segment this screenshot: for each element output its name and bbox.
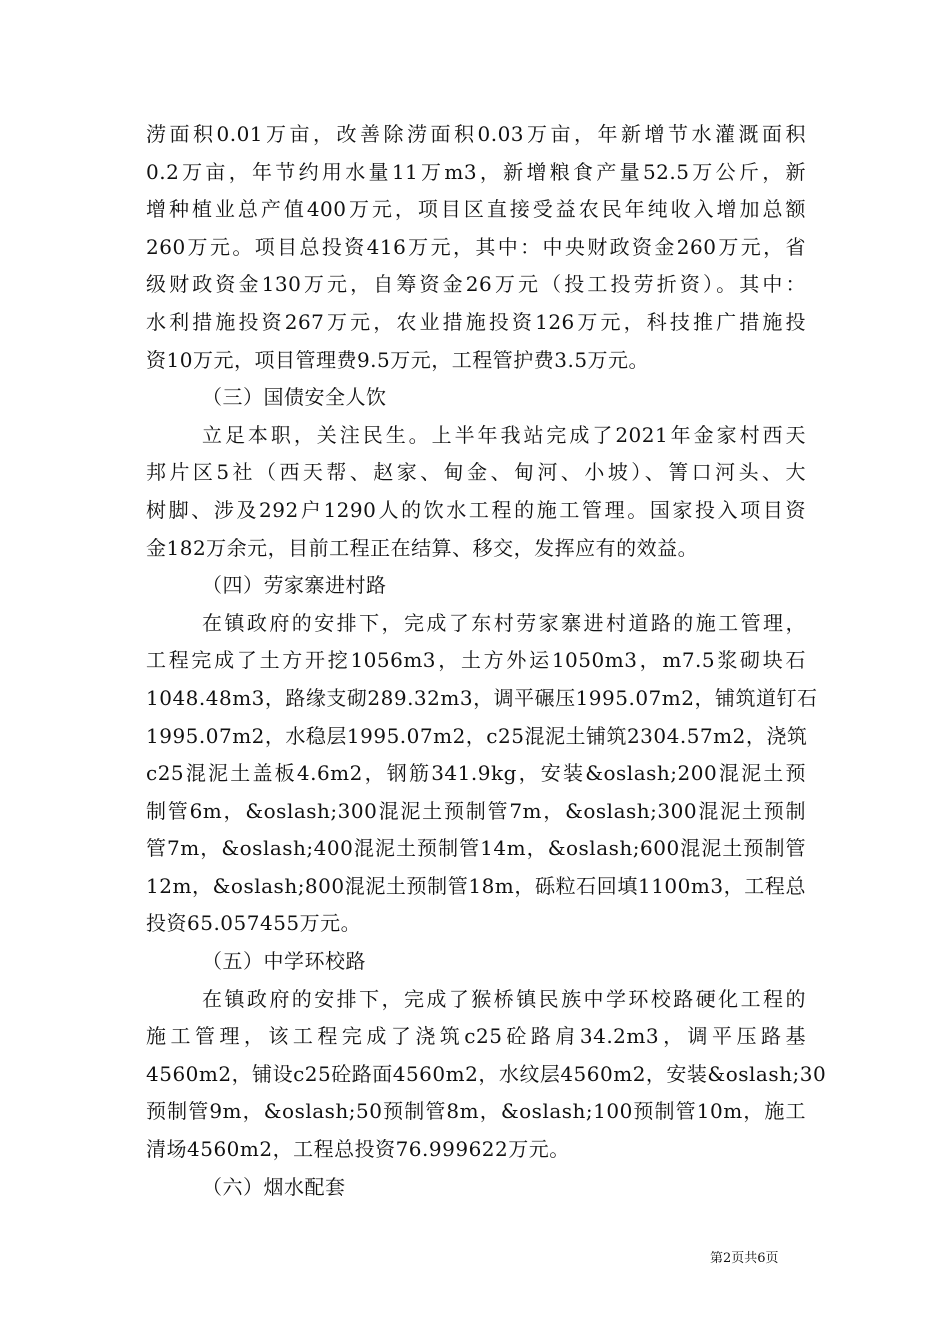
document-page xyxy=(146,116,827,1206)
text-line: 投资65.057455万元。 xyxy=(146,911,362,936)
paragraph-school-road xyxy=(146,981,827,1169)
text-line: 水利措施投资267万元，农业措施投资126万元，科技推广措施投 xyxy=(146,309,806,334)
text-line: 清场4560m2，工程总投资76.999622万元。 xyxy=(146,1137,570,1162)
text-line: 12m，&oslash;800混泥土预制管18m，砾粒石回填1100m3，工程总 xyxy=(146,873,806,898)
section-heading-village-road: （四）劳家寨进村路 xyxy=(202,573,387,598)
text-line: 4560m2，铺设c25砼路面4560m2，水纹层4560m2，安装&oslash;30 xyxy=(146,1061,827,1086)
text-line: 在镇政府的安排下，完成了东村劳家寨进村道路的施工管理， xyxy=(202,610,806,635)
text-line: 预制管9m，&oslash;50预制管8m，&oslash;100预制管10m，施工 xyxy=(146,1099,806,1124)
text-line: 工程完成了土方开挖1056m3，土方外运1050m3，m7.5浆砌块石 xyxy=(146,648,806,673)
section-heading-school-road: （五）中学环校路 xyxy=(202,949,366,974)
text-line: 施工管理，该工程完成了浇筑c25砼路肩34.2m3，调平压路基 xyxy=(146,1024,806,1049)
text-line: 0.2万亩，年节约用水量11万m3，新增粮食产量52.5万公斤，新 xyxy=(146,159,806,184)
paragraph-village-road xyxy=(146,605,818,943)
text-line: c25混泥土盖板4.6m2，钢筋341.9kg，安装&oslash;200混泥土预 xyxy=(146,761,806,786)
text-line: 级财政资金130万元，自筹资金26万元（投工投劳折资）。其中： xyxy=(146,272,806,297)
text-line: 260万元。项目总投资416万元，其中：中央财政资金260万元，省 xyxy=(146,234,806,259)
text-line: 邦片区5社（西天帮、赵家、甸金、甸河、小坡）、箐口河头、大 xyxy=(146,460,806,485)
text-line: 1995.07m2，水稳层1995.07m2，c25混泥土铺筑2304.57m2，浇筑 xyxy=(146,723,808,748)
text-line: 管7m，&oslash;400混泥土预制管14m，&oslash;600混泥土预制管 xyxy=(146,836,806,861)
text-line: 金182万余元，目前工程正在结算、移交，发挥应有的效益。 xyxy=(146,535,699,560)
paragraph-drinking-water xyxy=(146,417,806,567)
section-heading-tobacco-water: （六）烟水配套 xyxy=(202,1174,346,1199)
section-heading-drinking-water: （三）国债安全人饮 xyxy=(202,385,387,410)
text-line: 在镇政府的安排下，完成了猴桥镇民族中学环校路硬化工程的 xyxy=(202,986,806,1011)
text-line: 涝面积0.01万亩，改善除涝面积0.03万亩，年新增节水灌溉面积 xyxy=(146,122,806,146)
text-line: 1048.48m3，路缘支砌289.32m3，调平碾压1995.07m2，铺筑道钉石 xyxy=(146,685,818,710)
text-line: 制管6m，&oslash;300混泥土预制管7m，&oslash;300混泥土预制 xyxy=(146,798,806,823)
text-line: 树脚、涉及292户1290人的饮水工程的施工管理。国家投入项目资 xyxy=(146,497,806,522)
text-line: 增种植业总产值400万元，项目区直接受益农民年纯收入增加总额 xyxy=(146,197,806,222)
text-line: 立足本职，关注民生。上半年我站完成了2021年金家村西天 xyxy=(202,422,806,447)
paragraph-investment xyxy=(146,116,806,379)
text-line: 资10万元，项目管理费9.5万元，工程管护费3.5万元。 xyxy=(146,347,650,372)
page-number: 第2页共6页 xyxy=(710,1251,779,1266)
